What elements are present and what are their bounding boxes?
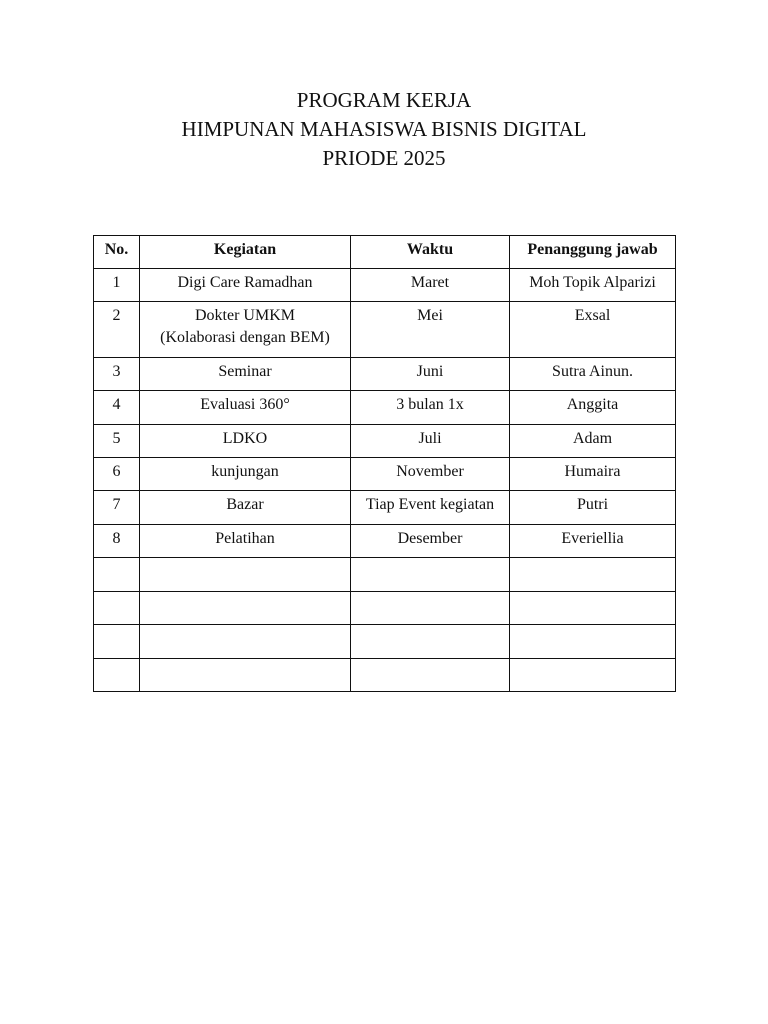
cell-penanggung-jawab	[510, 592, 676, 625]
cell-kegiatan-line: Bazar	[226, 496, 264, 513]
cell-waktu: November	[351, 458, 510, 491]
cell-kegiatan	[140, 625, 351, 659]
cell-kegiatan	[140, 558, 351, 592]
cell-no: 4	[94, 391, 140, 425]
cell-penanggung-jawab	[510, 659, 676, 692]
cell-no: 8	[94, 525, 140, 558]
table-row	[94, 391, 676, 425]
header-waktu: Waktu	[351, 236, 510, 269]
cell-waktu	[351, 659, 510, 692]
cell-penanggung-jawab	[510, 558, 676, 592]
cell-kegiatan-line: LDKO	[222, 430, 268, 447]
cell-kegiatan	[140, 525, 351, 558]
cell-waktu	[351, 558, 510, 592]
cell-penanggung-jawab: Anggita	[510, 391, 676, 425]
table-row	[94, 358, 676, 391]
table-row	[94, 592, 676, 625]
cell-kegiatan-line: Evaluasi 360°	[200, 396, 290, 413]
cell-waktu: Tiap Event kegiatan	[351, 491, 510, 525]
cell-kegiatan-line: Seminar	[218, 363, 272, 380]
header-kegiatan: Kegiatan	[140, 236, 351, 269]
header-penanggung-jawab: Penanggung jawab	[510, 236, 676, 269]
cell-waktu: Mei	[351, 302, 510, 358]
cell-no: 5	[94, 425, 140, 458]
cell-kegiatan	[140, 458, 351, 491]
table-row	[94, 425, 676, 458]
cell-kegiatan	[140, 302, 351, 358]
cell-penanggung-jawab: Exsal	[510, 302, 676, 358]
cell-kegiatan	[140, 391, 351, 425]
cell-no	[94, 592, 140, 625]
cell-no: 7	[94, 491, 140, 525]
cell-kegiatan-line: kunjungan	[211, 463, 279, 480]
cell-waktu: Juli	[351, 425, 510, 458]
cell-no: 2	[94, 302, 140, 358]
table-row	[94, 458, 676, 491]
cell-waktu	[351, 592, 510, 625]
table-row	[94, 625, 676, 659]
cell-no: 6	[94, 458, 140, 491]
cell-kegiatan	[140, 491, 351, 525]
cell-no	[94, 659, 140, 692]
cell-kegiatan-line: Dokter UMKM	[195, 307, 295, 324]
cell-waktu: 3 bulan 1x	[351, 391, 510, 425]
cell-penanggung-jawab: Humaira	[510, 458, 676, 491]
cell-waktu: Maret	[351, 269, 510, 302]
cell-no	[94, 558, 140, 592]
cell-kegiatan-line: (Kolaborasi dengan BEM)	[160, 329, 330, 346]
table-row	[94, 558, 676, 592]
cell-no: 3	[94, 358, 140, 391]
cell-kegiatan	[140, 659, 351, 692]
table-row	[94, 659, 676, 692]
cell-penanggung-jawab: Moh Topik Alparizi	[510, 269, 676, 302]
title-line-organization: HIMPUNAN MAHASISWA BISNIS DIGITAL	[181, 117, 587, 141]
cell-waktu: Juni	[351, 358, 510, 391]
table-row	[94, 491, 676, 525]
table-row	[94, 269, 676, 302]
cell-penanggung-jawab: Sutra Ainun.	[510, 358, 676, 391]
cell-waktu: Desember	[351, 525, 510, 558]
cell-kegiatan-line: Digi Care Ramadhan	[177, 274, 313, 291]
header-no: No.	[94, 236, 140, 269]
cell-no	[94, 625, 140, 659]
cell-penanggung-jawab: Adam	[510, 425, 676, 458]
cell-kegiatan	[140, 358, 351, 391]
table-header-row	[94, 236, 676, 269]
cell-penanggung-jawab	[510, 625, 676, 659]
cell-penanggung-jawab: Putri	[510, 491, 676, 525]
cell-kegiatan	[140, 425, 351, 458]
title-line-period: PRIODE 2025	[322, 146, 446, 170]
cell-kegiatan-line: Pelatihan	[215, 530, 275, 547]
cell-kegiatan	[140, 269, 351, 302]
table-row	[94, 525, 676, 558]
cell-kegiatan	[140, 592, 351, 625]
title-line-program: PROGRAM KERJA	[296, 88, 472, 112]
cell-no: 1	[94, 269, 140, 302]
table-row	[94, 302, 676, 358]
cell-waktu	[351, 625, 510, 659]
document-title	[0, 86, 768, 173]
cell-penanggung-jawab: Everiellia	[510, 525, 676, 558]
program-table	[93, 235, 676, 692]
